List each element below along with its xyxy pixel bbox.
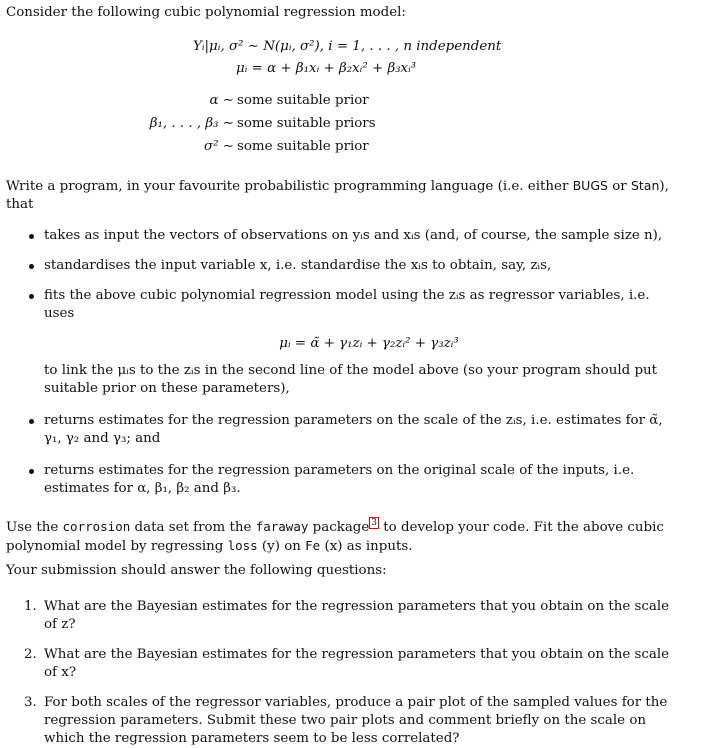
usage-text: (y) on <box>257 539 306 554</box>
list-item: takes as input the vectors of observations on yᵢs and xᵢs (and, of course, the sample size n), <box>6 227 696 245</box>
questions-list <box>6 598 696 748</box>
list-item: fits the above cubic polynomial regression model using the zᵢs as regressor variables, i.e. uses <box>6 287 696 323</box>
usage-text: package <box>308 520 370 535</box>
model-line-2: μᵢ = α + β₁xᵢ + β₂xᵢ² + β₃xᵢ³ <box>236 61 417 76</box>
task-bugs: BUGS <box>572 178 608 193</box>
question-text: For both scales of the regressor variables, produce a pair plot of the sampled values for the regression parameters. Submit these two pair plots and comment briefly on the scale on which the regression parameters seem to be less correlated? <box>44 695 668 746</box>
prior-text-beta: some suitable priors <box>237 116 376 131</box>
task-text-a: Write a program, in your favourite probabilistic programming language (i.e. either <box>6 179 573 194</box>
prior-text-alpha: some suitable prior <box>237 93 369 108</box>
model-equations <box>6 38 696 80</box>
document-page <box>6 4 696 748</box>
prior-list <box>6 92 696 162</box>
link-paragraph: to link the μᵢs to the zᵢs in the second line of the model above (so your program should put suitable prior on these parameters), <box>44 363 658 396</box>
usage-text: data set from the <box>130 520 256 535</box>
list-item: returns estimates for the regression parameters on the scale of the zᵢs, i.e. estimates for α̃, γ₁, γ₂ and γ₃; and <box>6 412 696 448</box>
question-number: 1. <box>24 599 37 614</box>
prior-param-sigma: σ² ∼ <box>204 139 234 154</box>
question-number: 3. <box>24 695 37 710</box>
submission-text: Your submission should answer the following questions: <box>6 563 387 578</box>
requirements-list <box>6 227 696 323</box>
prior-text-sigma: some suitable prior <box>237 139 369 154</box>
list-item: standardises the input variable x, i.e. standardise the xᵢs to obtain, say, zᵢs, <box>6 257 696 275</box>
list-item <box>6 598 696 634</box>
response-variable: loss <box>227 538 258 553</box>
predictor-variable: Fe <box>305 538 321 553</box>
usage-paragraph <box>6 518 696 556</box>
question-text: What are the Bayesian estimates for the regression parameters that you obtain on the scale of z? <box>44 599 670 632</box>
usage-text: (x) as inputs. <box>320 539 413 554</box>
usage-text: to develop your code. Fit the above cubic polynomial model by regressing <box>6 520 664 554</box>
footnote-link[interactable]: 3 <box>371 518 378 528</box>
usage-text: Use the <box>6 520 63 535</box>
task-paragraph <box>6 177 696 214</box>
gamma-equation: μᵢ = α̃ + γ₁zᵢ + γ₂zᵢ² + γ₃zᵢ³ <box>279 336 459 351</box>
list-item <box>6 694 696 748</box>
package-name: faraway <box>255 519 309 534</box>
intro-text: Consider the following cubic polynomial regression model: <box>6 5 406 20</box>
task-text-c: ), that <box>6 179 669 212</box>
question-text: What are the Bayesian estimates for the regression parameters that you obtain on the scale of x? <box>44 647 670 680</box>
returns-list <box>6 412 696 498</box>
question-number: 2. <box>24 647 37 662</box>
task-stan: Stan <box>630 178 660 193</box>
prior-param-alpha: α ∼ <box>209 93 234 108</box>
model-line-1: Yᵢ|μᵢ, σ² ∼ N(μᵢ, σ²), i = 1, . . . , n independent <box>193 39 502 54</box>
list-item: returns estimates for the regression parameters on the original scale of the inputs, i.e. estimates for α, β₁, β₂ and β₃. <box>6 462 696 498</box>
list-item <box>6 646 696 682</box>
dataset-name: corrosion <box>62 519 131 534</box>
task-text-b: or <box>607 179 631 194</box>
prior-param-beta: β₁, . . . , β₃ ∼ <box>149 116 234 131</box>
